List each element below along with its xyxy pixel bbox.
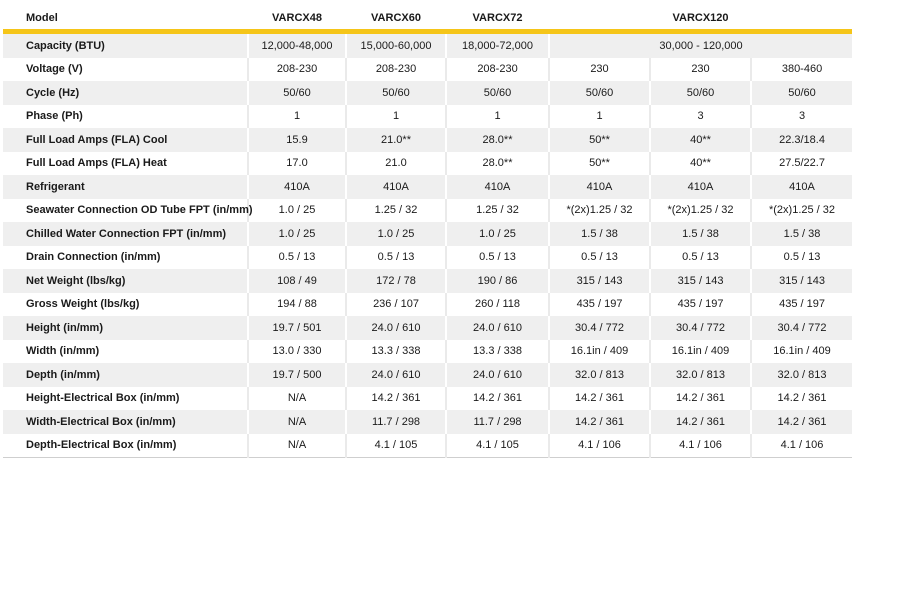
table-cell: 435 / 197 [650, 293, 751, 317]
table-row [3, 363, 852, 387]
table-cell: 14.2 / 361 [650, 387, 751, 411]
table-row [3, 58, 852, 82]
table-cell: *(2x)1.25 / 32 [650, 199, 751, 223]
table-cell: 1 [346, 105, 446, 129]
row-label: Full Load Amps (FLA) Heat [3, 152, 248, 176]
table-row [3, 316, 852, 340]
table-row [3, 246, 852, 270]
table-cell: 24.0 / 610 [446, 316, 549, 340]
table-cell: 108 / 49 [248, 269, 346, 293]
table-cell: 30.4 / 772 [751, 316, 852, 340]
table-cell: 13.3 / 338 [446, 340, 549, 364]
table-cell: 172 / 78 [346, 269, 446, 293]
row-label: Phase (Ph) [3, 105, 248, 129]
table-cell: 315 / 143 [549, 269, 650, 293]
table-cell: 14.2 / 361 [446, 387, 549, 411]
table-cell: 21.0** [346, 128, 446, 152]
table-cell: 28.0** [446, 128, 549, 152]
table-cell: 15.9 [248, 128, 346, 152]
table-cell: 4.1 / 105 [346, 434, 446, 458]
table-row [3, 387, 852, 411]
specifications-table [3, 6, 852, 458]
table-cell: N/A [248, 434, 346, 458]
table-cell: 50** [549, 128, 650, 152]
table-cell: 19.7 / 501 [248, 316, 346, 340]
table-row [3, 269, 852, 293]
table-cell: 30,000 - 120,000 [549, 32, 852, 58]
table-row [3, 434, 852, 458]
row-label: Width (in/mm) [3, 340, 248, 364]
table-cell: 0.5 / 13 [650, 246, 751, 270]
table-cell: 50/60 [549, 81, 650, 105]
row-label: Refrigerant [3, 175, 248, 199]
table-cell: 410A [248, 175, 346, 199]
table-cell: 14.2 / 361 [751, 410, 852, 434]
table-row [3, 340, 852, 364]
table-cell: 32.0 / 813 [549, 363, 650, 387]
spec-rows [3, 32, 852, 458]
row-label: Voltage (V) [3, 58, 248, 82]
table-cell: 315 / 143 [751, 269, 852, 293]
table-cell: N/A [248, 387, 346, 411]
table-row [3, 152, 852, 176]
row-label: Height (in/mm) [3, 316, 248, 340]
table-row [3, 105, 852, 129]
table-cell: 19.7 / 500 [248, 363, 346, 387]
table-cell: 190 / 86 [446, 269, 549, 293]
table-cell: 0.5 / 13 [248, 246, 346, 270]
table-row [3, 175, 852, 199]
table-cell: 15,000-60,000 [346, 32, 446, 58]
table-cell: 50/60 [346, 81, 446, 105]
table-cell: 236 / 107 [346, 293, 446, 317]
model-header-varcx72: VARCX72 [446, 6, 549, 32]
header-row [3, 6, 852, 32]
table-cell: *(2x)1.25 / 32 [751, 199, 852, 223]
table-cell: *(2x)1.25 / 32 [549, 199, 650, 223]
table-row [3, 199, 852, 223]
table-cell: 1.0 / 25 [248, 222, 346, 246]
table-cell: 17.0 [248, 152, 346, 176]
table-cell: 50** [549, 152, 650, 176]
model-header-varcx48: VARCX48 [248, 6, 346, 32]
table-cell: 410A [346, 175, 446, 199]
table-cell: 208-230 [446, 58, 549, 82]
table-cell: 0.5 / 13 [346, 246, 446, 270]
table-row [3, 410, 852, 434]
table-cell: 4.1 / 105 [446, 434, 549, 458]
table-cell: 28.0** [446, 152, 549, 176]
table-cell: 16.1in / 409 [650, 340, 751, 364]
row-label: Chilled Water Connection FPT (in/mm) [3, 222, 248, 246]
row-label: Height-Electrical Box (in/mm) [3, 387, 248, 411]
table-cell: 1.5 / 38 [751, 222, 852, 246]
table-cell: 22.3/18.4 [751, 128, 852, 152]
row-label: Cycle (Hz) [3, 81, 248, 105]
table-row [3, 293, 852, 317]
table-cell: 11.7 / 298 [446, 410, 549, 434]
table-cell: 1.5 / 38 [650, 222, 751, 246]
model-header-varcx120: VARCX120 [549, 6, 852, 32]
table-cell: 0.5 / 13 [549, 246, 650, 270]
table-cell: 380-460 [751, 58, 852, 82]
table-cell: 208-230 [248, 58, 346, 82]
table-cell: 24.0 / 610 [446, 363, 549, 387]
table-cell: 410A [446, 175, 549, 199]
table-cell: 1 [248, 105, 346, 129]
table-cell: 18,000-72,000 [446, 32, 549, 58]
table-cell: 435 / 197 [751, 293, 852, 317]
row-label: Net Weight (lbs/kg) [3, 269, 248, 293]
model-header-varcx60: VARCX60 [346, 6, 446, 32]
table-cell: 14.2 / 361 [650, 410, 751, 434]
table-cell: 0.5 / 13 [446, 246, 549, 270]
table-cell: 13.0 / 330 [248, 340, 346, 364]
table-cell: 27.5/22.7 [751, 152, 852, 176]
row-label: Capacity (BTU) [3, 32, 248, 58]
table-cell: 24.0 / 610 [346, 316, 446, 340]
table-cell: 208-230 [346, 58, 446, 82]
table-cell: 40** [650, 128, 751, 152]
table-cell: 435 / 197 [549, 293, 650, 317]
table-cell: 315 / 143 [650, 269, 751, 293]
table-cell: 4.1 / 106 [751, 434, 852, 458]
row-label: Full Load Amps (FLA) Cool [3, 128, 248, 152]
table-cell: 40** [650, 152, 751, 176]
table-cell: 24.0 / 610 [346, 363, 446, 387]
table-row [3, 81, 852, 105]
table-cell: 4.1 / 106 [549, 434, 650, 458]
table-cell: 50/60 [751, 81, 852, 105]
table-cell: 50/60 [446, 81, 549, 105]
table-cell: 410A [549, 175, 650, 199]
table-cell: 1.5 / 38 [549, 222, 650, 246]
table-cell: 3 [650, 105, 751, 129]
table-cell: 410A [650, 175, 751, 199]
table-cell: 14.2 / 361 [751, 387, 852, 411]
row-label: Seawater Connection OD Tube FPT (in/mm) [3, 199, 248, 223]
table-cell: 12,000-48,000 [248, 32, 346, 58]
table-cell: 30.4 / 772 [650, 316, 751, 340]
model-header-label: Model [3, 6, 248, 32]
table-cell: 1 [446, 105, 549, 129]
table-cell: 14.2 / 361 [549, 410, 650, 434]
table-cell: 1.25 / 32 [446, 199, 549, 223]
table-cell: N/A [248, 410, 346, 434]
table-cell: 230 [549, 58, 650, 82]
table-cell: 50/60 [650, 81, 751, 105]
table-cell: 14.2 / 361 [549, 387, 650, 411]
table-cell: 1.25 / 32 [346, 199, 446, 223]
row-label: Depth-Electrical Box (in/mm) [3, 434, 248, 458]
table-cell: 4.1 / 106 [650, 434, 751, 458]
table-cell: 410A [751, 175, 852, 199]
table-cell: 16.1in / 409 [549, 340, 650, 364]
row-label: Drain Connection (in/mm) [3, 246, 248, 270]
table-cell: 1.0 / 25 [446, 222, 549, 246]
table-cell: 260 / 118 [446, 293, 549, 317]
table-cell: 14.2 / 361 [346, 387, 446, 411]
table-row [3, 32, 852, 58]
row-label: Depth (in/mm) [3, 363, 248, 387]
table-cell: 1 [549, 105, 650, 129]
table-cell: 21.0 [346, 152, 446, 176]
table-cell: 11.7 / 298 [346, 410, 446, 434]
row-label: Width-Electrical Box (in/mm) [3, 410, 248, 434]
table-cell: 230 [650, 58, 751, 82]
table-cell: 0.5 / 13 [751, 246, 852, 270]
table-cell: 50/60 [248, 81, 346, 105]
table-cell: 3 [751, 105, 852, 129]
table-cell: 32.0 / 813 [751, 363, 852, 387]
table-cell: 13.3 / 338 [346, 340, 446, 364]
table-cell: 16.1in / 409 [751, 340, 852, 364]
table-row [3, 222, 852, 246]
table-cell: 30.4 / 772 [549, 316, 650, 340]
table-cell: 1.0 / 25 [248, 199, 346, 223]
table-cell: 32.0 / 813 [650, 363, 751, 387]
table-cell: 1.0 / 25 [346, 222, 446, 246]
row-label: Gross Weight (lbs/kg) [3, 293, 248, 317]
table-row [3, 128, 852, 152]
table-cell: 194 / 88 [248, 293, 346, 317]
